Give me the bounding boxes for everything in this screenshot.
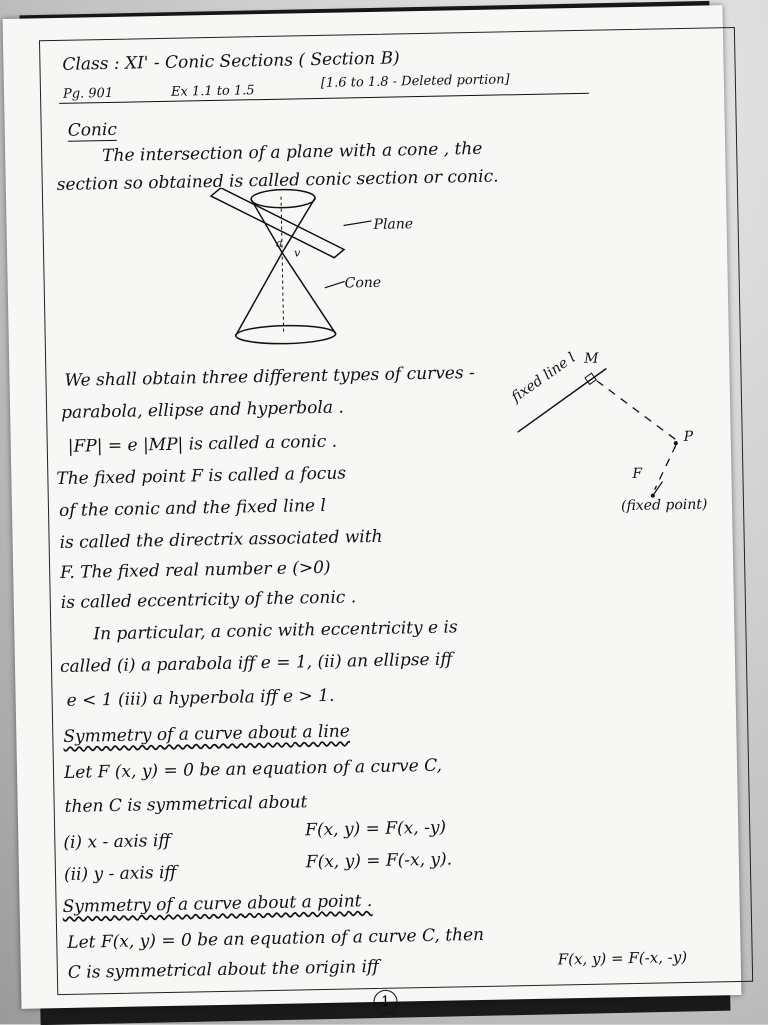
- body-line-12: Let F (x, y) = 0 be an equation of a curve C,: [63, 755, 443, 783]
- angle-label-a: a: [275, 236, 283, 250]
- conic-def-2: section so obtained is called conic section or conic.: [56, 166, 499, 195]
- body-line-4: The fixed point F is called a focus: [56, 463, 347, 490]
- plane-pointer: [344, 221, 372, 226]
- notebook-page: [3, 5, 742, 1009]
- cone-bottom-left-edge: [234, 253, 284, 336]
- body-line-14a: (i) x - axis iff: [63, 830, 171, 853]
- header-title: Class : XI' - Conic Sections ( Section B): [62, 48, 400, 75]
- body-line-9: In particular, a conic with eccentricity e is: [93, 617, 458, 645]
- header-underline: [59, 93, 589, 104]
- body-line-17a: C is symmetrical about the origin iff: [67, 956, 380, 983]
- body-line-15b: F(x, y) = F(-x, y).: [305, 849, 453, 873]
- angle-label-v: v: [293, 246, 301, 260]
- body-line-10: called (i) a parabola iff e = 1, (ii) an ellipse iff: [59, 649, 453, 678]
- body-line-7: F. The fixed real number e (>0): [60, 557, 331, 583]
- body-line-5: of the conic and the fixed line l: [58, 495, 327, 522]
- body-line-1: We shall obtain three different types of curves -: [64, 363, 475, 391]
- body-line-2: parabola, ellipse and hyperbola .: [60, 397, 344, 423]
- body-line-17b: F(x, y) = F(-x, -y): [557, 948, 688, 969]
- m-label: M: [584, 350, 599, 367]
- body-line-11: e < 1 (iii) a hyperbola iff e > 1.: [66, 685, 335, 711]
- point-p: [674, 441, 678, 445]
- fixed-point-label: (fixed point): [620, 496, 708, 515]
- symmetry-line-heading: Symmetry of a curve about a line: [63, 721, 351, 747]
- fixed-line-label: fixed line l: [508, 349, 579, 406]
- conic-def-1: The intersection of a plane with a cone , the: [102, 138, 483, 167]
- body-line-6: is called the directrix associated with: [59, 526, 383, 554]
- body-line-8: is called eccentricity of the conic .: [60, 587, 357, 613]
- body-line-16: Let F(x, y) = 0 be an equation of a curve C, then: [67, 924, 485, 953]
- pf-dashed-line: [654, 445, 677, 489]
- cone-base-ellipse: [236, 325, 336, 345]
- fixed-point-arrow: [653, 481, 663, 495]
- body-line-14b: F(x, y) = F(x, -y): [305, 817, 447, 841]
- f-label: F: [632, 465, 643, 482]
- symmetry-point-heading: Symmetry of a curve about a point .: [62, 891, 373, 918]
- body-line-3: |FP| = e |MP| is called a conic .: [67, 431, 338, 457]
- page-frame: [39, 27, 753, 995]
- mp-dashed-line: [597, 379, 678, 443]
- cone-top-ellipse: [251, 189, 315, 208]
- cone-bottom-right-edge: [282, 252, 336, 335]
- conic-heading: Conic: [67, 119, 118, 141]
- body-line-13: then C is symmetrical about: [64, 792, 308, 817]
- cone-pointer: [325, 281, 345, 287]
- header-exercises: Ex 1.1 to 1.5: [170, 83, 255, 100]
- plane-label: Plane: [373, 216, 414, 233]
- header-page-ref: Pg. 901: [62, 85, 114, 102]
- page-number: 1: [373, 990, 397, 1014]
- body-line-15a: (ii) y - axis iff: [63, 862, 177, 885]
- cone-label: Cone: [344, 274, 382, 292]
- p-label: P: [683, 428, 694, 446]
- cone-diagram: [193, 184, 426, 348]
- header-deleted: [1.6 to 1.8 - Deleted portion]: [320, 72, 510, 91]
